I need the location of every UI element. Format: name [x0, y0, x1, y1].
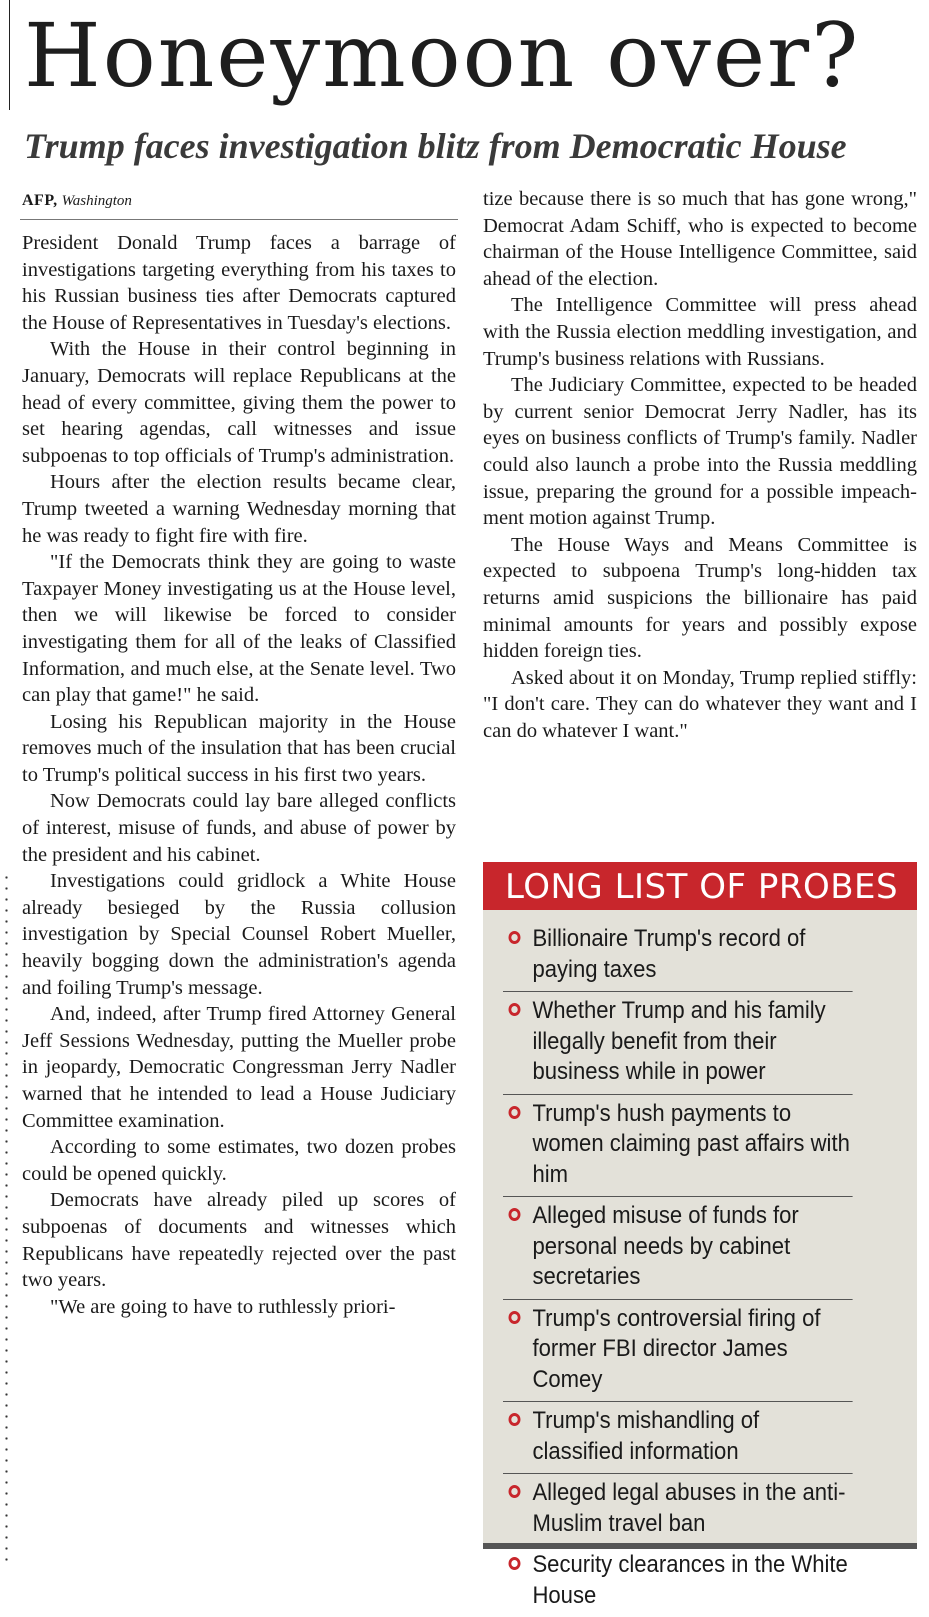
probe-item: [503, 1474, 853, 1546]
probe-item: [503, 992, 853, 1095]
article-column-right: [483, 186, 917, 744]
probe-item: [503, 1300, 853, 1403]
dotted-margin-rule: [5, 872, 8, 1562]
probe-item-text: Security clearances in the White House: [532, 1551, 848, 1609]
article-paragraph: The House Ways and Means Committee is expected to subpoena Trump's long-hidden tax returns amid suspicions the billionaire has paid minimal amounts for years and possibly expose hidden foreign ties.: [483, 533, 917, 663]
probes-sidebar-title: LONG LIST OF PROBES: [483, 862, 917, 910]
article-paragraph: Investigations could gridlock a White House already besieged by the Russia collusion investigation by Special Counsel Robert Mueller, heavily bogging down the administration's agenda and foiling Trump's message.: [22, 870, 456, 999]
article-paragraph: With the House in their control beginning in January, Democrats will replace Republicans at the head of every committee, giving them the power to set hearing agendas, call witnesses and issue subpoenas to top officials of Trump's administration.: [22, 338, 456, 467]
probe-item: [503, 1095, 853, 1198]
probe-item: [503, 920, 853, 992]
probe-item-text: Whether Trump and his family illegally benefit from their business while in power: [532, 997, 826, 1085]
probes-sidebar-bottom-rule: [483, 1543, 917, 1549]
byline: [22, 190, 132, 212]
left-margin-rule: [9, 0, 10, 110]
probe-item: [503, 1402, 853, 1474]
byline-city: Washington: [61, 193, 132, 209]
article-paragraph: The Intelligence Committee will press ahead with the Russia election meddling investigation, and Trump's business relations with Russians.: [483, 294, 917, 370]
circle-bullet-icon: [509, 1311, 521, 1324]
circle-bullet-icon: [509, 1208, 521, 1221]
probe-item-text: Trump's hush payments to women claiming past affairs with him: [532, 1099, 850, 1188]
probe-item-text: Trump's mishandling of classified information: [532, 1407, 760, 1465]
probe-item: [503, 1197, 853, 1300]
article-paragraph: President Donald Trump faces a barrage of investigations targeting everything from his taxes to his Russian business ties after Democrats captured the House of Representatives in Tuesday's elections.: [22, 232, 456, 334]
probe-item-text: Trump's controversial firing of former FBI director James Comey: [532, 1304, 821, 1393]
circle-bullet-icon: [509, 1485, 521, 1498]
article-paragraph: tize because there is so much that has gone wrong," Democrat Adam Schiff, who is expected to become chairman of the House Intelligence Committee, said ahead of the election.: [483, 188, 917, 290]
byline-divider: [20, 219, 458, 220]
article-paragraph: According to some estimates, two dozen probes could be opened quickly.: [22, 1136, 456, 1185]
article-paragraph: Asked about it on Monday, Trump replied stiffly: "I don't care. They can do whatever they want and I can do whatever I want.": [483, 666, 917, 742]
article-paragraph: Losing his Republican majority in the House removes much of the insulation that has been crucial to Trump's political success in his first two years.: [22, 710, 456, 786]
probes-list: [483, 920, 917, 1617]
article-paragraph: Democrats have already piled up scores of subpoenas of documents and witnesses which Republicans have repeatedly rejected over the past two years.: [22, 1189, 456, 1292]
probe-item-text: Alleged misuse of funds for personal needs by cabinet secretaries: [532, 1202, 799, 1290]
article-paragraph: Hours after the election results became clear, Trump tweeted a warning Wednesday morning that he was ready to fight fire with fire.: [22, 471, 456, 547]
article-column-left: [22, 230, 456, 1320]
probe-item-text: Alleged legal abuses in the anti-Muslim travel ban: [532, 1479, 846, 1537]
probes-sidebar: [483, 862, 917, 1609]
probe-item-text: Billionaire Trump's record of paying taxes: [532, 925, 806, 983]
circle-bullet-icon: [509, 1106, 521, 1119]
subheadline: Trump faces investigation blitz from Democratic House: [24, 126, 847, 166]
circle-bullet-icon: [509, 931, 521, 944]
circle-bullet-icon: [509, 1413, 521, 1426]
article-paragraph: "We are going to have to ruthlessly priori-: [50, 1295, 396, 1318]
article-paragraph: And, indeed, after Trump fired Attorney General Jeff Sessions Wednesday, putting the Mueller probe in jeopardy, Democratic Congressman Jerry Nadler warned that he intended to lead a House Judiciary Committee examination.: [22, 1003, 456, 1132]
circle-bullet-icon: [509, 1557, 521, 1570]
headline: Honeymoon over?: [24, 4, 861, 107]
article-paragraph: "If the Democrats think they are going to waste Taxpayer Money investigating us at the House level, then we will likewise be forced to consider investigating them for all of the leaks of Classified Information, and much else, at the Senate level. Two can play that game!" he said.: [22, 551, 456, 707]
probe-item: [503, 1546, 853, 1617]
byline-agency: AFP,: [22, 192, 58, 209]
article-paragraph: The Judiciary Committee, expected to be headed by current senior Democrat Jerry Nadler, has its eyes on business conflicts of Trump's family. Nadler could also launch a probe into the Russia meddling issue, preparing the ground for a possible impeachment motion against Trump.: [483, 374, 917, 530]
article-paragraph: Now Democrats could lay bare alleged conflicts of interest, misuse of funds, and abuse of power by the president and his cabinet.: [22, 790, 456, 866]
circle-bullet-icon: [509, 1003, 521, 1016]
